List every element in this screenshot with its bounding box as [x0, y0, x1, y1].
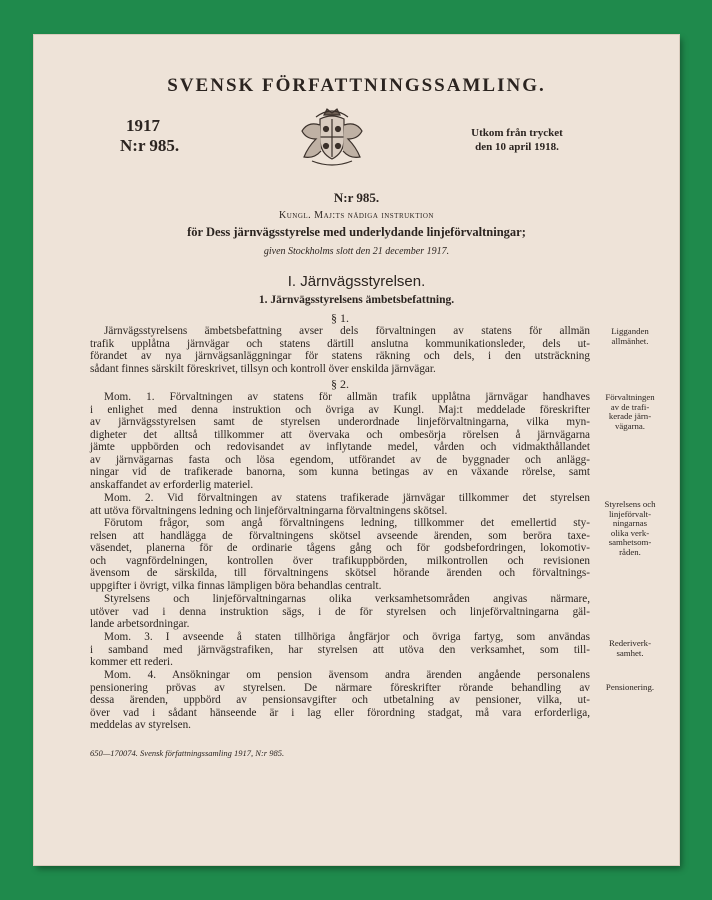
text-line: utöver vad i denna instruktion sägs, i de för styrelsen och linjeförvaltningarna gäl- — [90, 605, 590, 618]
margin-note-pension — [594, 683, 666, 693]
footer-print-line: 650—170074. Svensk författningssamling 1917, N:r 985. — [90, 748, 285, 758]
margin-note-line: Rederiverk- — [608, 638, 651, 648]
given-line: given Stockholms slott den 21 december 1917. — [263, 246, 450, 257]
margin-note-line: samhet. — [616, 647, 644, 658]
publication-date — [452, 126, 582, 154]
paragraph-mom-2 — [90, 492, 590, 517]
text-line: Mom. 1. Förvaltningen av statens för allmän trafik upplåtna järnvägar handhaves — [104, 391, 590, 403]
margin-note-line: linjeförvalt- — [608, 508, 651, 519]
text-line: väsendet, planerna för de ordinarie tågens gång och för godsbefordringen, lokomotiv- — [90, 542, 590, 554]
paragraph-1 — [90, 325, 590, 375]
coat-of-arms-icon — [294, 105, 370, 169]
margin-note-forvaltningen — [594, 393, 666, 431]
text-line: Styrelsens och linjeförvaltningarnas olika verksamhetsområden angivas närmare, — [104, 593, 590, 605]
text-line: i samband med järnvägstrafiken, har styrelsen att utöva den verksamhet, som till- — [90, 643, 590, 656]
text-line: Mom. 4. Ansökningar om pension ävensom andra ärenden angående personalens — [104, 669, 590, 681]
margin-note-line: olika verk- — [610, 527, 650, 538]
margin-note-line: kerade järn- — [608, 411, 652, 422]
margin-note-line: Styrelsens och — [604, 499, 656, 509]
year-number-block — [120, 116, 179, 156]
section-subheading: 1. Järnvägsstyrelsens ämbetsbefattning. — [258, 294, 455, 306]
text-line: av järnvägarnas fasta och lösa egendom, utförandet av de byggnader och anlägg- — [90, 453, 590, 466]
text-line: digheter det alltså tillkommer att övervaka och ombesörja rörelsen å järnvägarna — [90, 428, 590, 441]
text-line: lande arbetsordningar. — [90, 618, 190, 630]
published-line-2: den 10 april 1918. — [475, 141, 559, 153]
text-line: ävensom de särskilda, till förvaltningens skötsel hörande ärenden och förvaltnings- — [90, 567, 590, 579]
published-line-1: Utkom från trycket — [471, 127, 563, 139]
margin-note-line: Förvaltningen — [605, 392, 655, 402]
text-line: meddelas av styrelsen. — [90, 719, 191, 731]
margin-note-line: råden. — [619, 546, 641, 557]
text-line: pensionering prövas av styrelsen. De närmare föreskrifter rörande behandling av — [90, 681, 590, 694]
text-line: och vagnfördelningen, kontrollen över trafikuppbörden, milkontrollen och revisionen — [90, 554, 590, 567]
document-subject: för Dess järnvägsstyrelse med underlydande linjeförvaltningar; — [187, 225, 526, 239]
text-line: kommer ett rederi. — [90, 656, 173, 668]
instruction-heading: Kungl. Maj:ts nådiga instruktion — [279, 210, 434, 221]
text-line: Järnvägsstyrelsens ämbetsbefattning avser dels förvaltningen av statens för allmän — [104, 325, 590, 337]
margin-note-line: samhetsom- — [608, 537, 652, 548]
part-heading: I. Järnvägsstyrelsen. — [287, 273, 426, 290]
paragraph-sign-1: § 1. — [331, 311, 349, 325]
text-line: Mom. 2. Vid förvaltningen av statens trafikerade järnvägar tillkommer det styrelsen — [104, 492, 590, 504]
margin-note-line: Pensionering. — [605, 682, 655, 692]
text-line: förandet av nya järnvägsanläggningar för statens räkning och dels, i den utsträckning — [90, 350, 590, 362]
text-line: anskaffandet av erforderlig materiel. — [90, 478, 254, 491]
text-line: i enlighet med denna instruktion och övriga av Kungl. Maj:t meddelade föreskrifter — [90, 403, 590, 416]
margin-note-line: vägarna. — [614, 420, 646, 431]
margin-note-styrelsens — [594, 500, 666, 558]
paragraph-sign-2: § 2. — [331, 377, 349, 391]
document-page — [34, 35, 679, 865]
text-line: relsen att handlägga de förvaltningens skötsel avseende ärenden, som beröra taxe- — [90, 529, 590, 542]
text-line: av järnvägsstyrelsen samt de styrelsen underordnade linjeförvaltningarna, vilka myn- — [90, 416, 590, 428]
text-line: ningar vid de trafikerade banorna, som kunna betingas av en växande rörelse, samt — [90, 466, 590, 478]
paragraph-forutom — [90, 517, 590, 592]
text-line: att utöva förvaltningens ledning och linjeförvaltningarna förvaltningens skötsel. — [90, 504, 448, 517]
text-line: sådant finnes särskilt föreskrivet, tillsyn och kontroll över enskilda järnvägar. — [90, 362, 436, 375]
paragraph-mom-4 — [90, 669, 590, 732]
text-line: dessa ärenden, uppbörd av pensionsavgifter och utbetalning av pensioner, vilka, ut- — [90, 694, 590, 706]
text-line: Mom. 3. I avseende å staten tillhöriga ångfärjor och övriga fartyg, som användas — [104, 631, 590, 643]
margin-note-rederi — [594, 639, 666, 658]
year: 1917 — [126, 116, 160, 135]
margin-note-line: allmänhet. — [611, 335, 649, 346]
paragraph-styrelsens — [90, 593, 590, 631]
paragraph-mom-1 — [90, 391, 590, 491]
series-title: SVENSK FÖRFATTNINGSSAMLING. — [167, 75, 546, 96]
text-line: Förutom frågor, som angå förvaltningens ledning, tillkommer det emellertid sty- — [104, 517, 590, 529]
paragraph-mom-3 — [90, 631, 590, 669]
issue-number: N:r 985. — [120, 136, 180, 155]
text-line: över vad i sådant hänseende är i lag eller förordning stadgat, må vara erforderliga, — [90, 706, 590, 719]
margin-note-ligganden — [594, 327, 666, 346]
text-line: jämte uppbörden och redovisandet av inflytande medel, vården och vidmakthållandet — [90, 441, 590, 453]
document-number: N:r 985. — [333, 190, 380, 205]
margin-note-line: ningarnas — [612, 518, 648, 529]
text-line: uppgifter i övrigt, vilka finnas lämpligen böra behandlas centralt. — [90, 579, 382, 592]
margin-note-line: av de trafi- — [610, 401, 650, 412]
text-line: trafik upplåtna järnvägar och statens därtill anslutna kommunikationsleder, dels ut- — [90, 337, 590, 350]
margin-note-line: Ligganden — [611, 326, 649, 336]
